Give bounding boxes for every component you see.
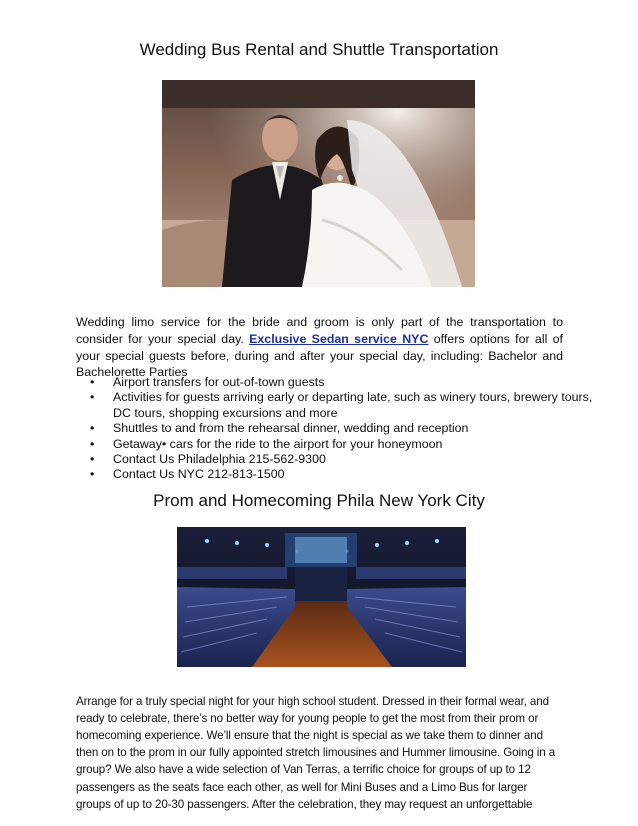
wedding-intro-paragraph	[76, 314, 563, 380]
wedding-couple-limo-photo	[162, 80, 475, 287]
bullet-icon: •	[90, 436, 95, 451]
bullet-icon: •	[90, 467, 95, 482]
bullet-icon: •	[90, 390, 95, 405]
limo-bus-interior-photo	[177, 527, 466, 667]
list-item	[90, 421, 600, 436]
wedding-services-list	[76, 375, 600, 483]
contact-nyc-text: Contact Us NYC 212-813-1500	[113, 467, 285, 482]
list-item	[90, 375, 600, 390]
list-item-text: Getaway• cars for the ride to the airport for your honeymoon	[113, 436, 443, 451]
limo-interior-illustration	[177, 527, 466, 667]
bullet-icon: •	[90, 421, 95, 436]
wedding-intro-text-end: offers options for all of your special guests before, during and after your special day, including: Bachelor and Bachelorette Parties	[76, 331, 563, 380]
bullet-icon: •	[90, 452, 95, 467]
wedding-photo-illustration	[162, 80, 475, 287]
list-item-text: Activities for guests arriving early or departing late, such as winery tours, brewery tours, DC tours, shopping excursions and more	[113, 390, 593, 420]
wedding-intro-text-start: Wedding limo service for the bride and groom is only part of the transportation to consider for your special day.	[76, 315, 563, 346]
list-item	[90, 390, 600, 421]
list-item-text: Shuttles to and from the rehearsal dinner, wedding and reception	[113, 421, 469, 436]
section-title-wedding: Wedding Bus Rental and Shuttle Transportation	[139, 40, 499, 59]
bullet-icon: •	[90, 375, 95, 389]
exclusive-sedan-link[interactable]: Exclusive Sedan service NYC	[249, 331, 429, 346]
section-title-prom: Prom and Homecoming Phila New York City	[153, 491, 485, 510]
contact-philadelphia-text: Contact Us Philadelphia 215-562-9300	[113, 452, 326, 467]
list-item-text: Airport transfers for out-of-town guests	[113, 375, 325, 389]
prom-paragraph: Arrange for a truly special night for your high school student. Dressed in their formal wear, and ready to celebrate, there’s no better way for young people to get the most from their prom or homecoming experience. We’ll ensure that the night is special as we take them to dinner and then on to the prom in our fully appointed stretch limousines and Hummer limousine. Going in a group? We also have a wide selection of Van Terras, a terrific choice for groups of up to 12 passengers as the seats face each other, as well for Mini Buses and a Limo Bus for larger groups of up to 20-30 passengers. After the celebration, they may request an unforgettable	[76, 694, 556, 811]
list-item	[90, 436, 600, 452]
list-item	[90, 467, 600, 482]
list-item	[90, 452, 600, 467]
